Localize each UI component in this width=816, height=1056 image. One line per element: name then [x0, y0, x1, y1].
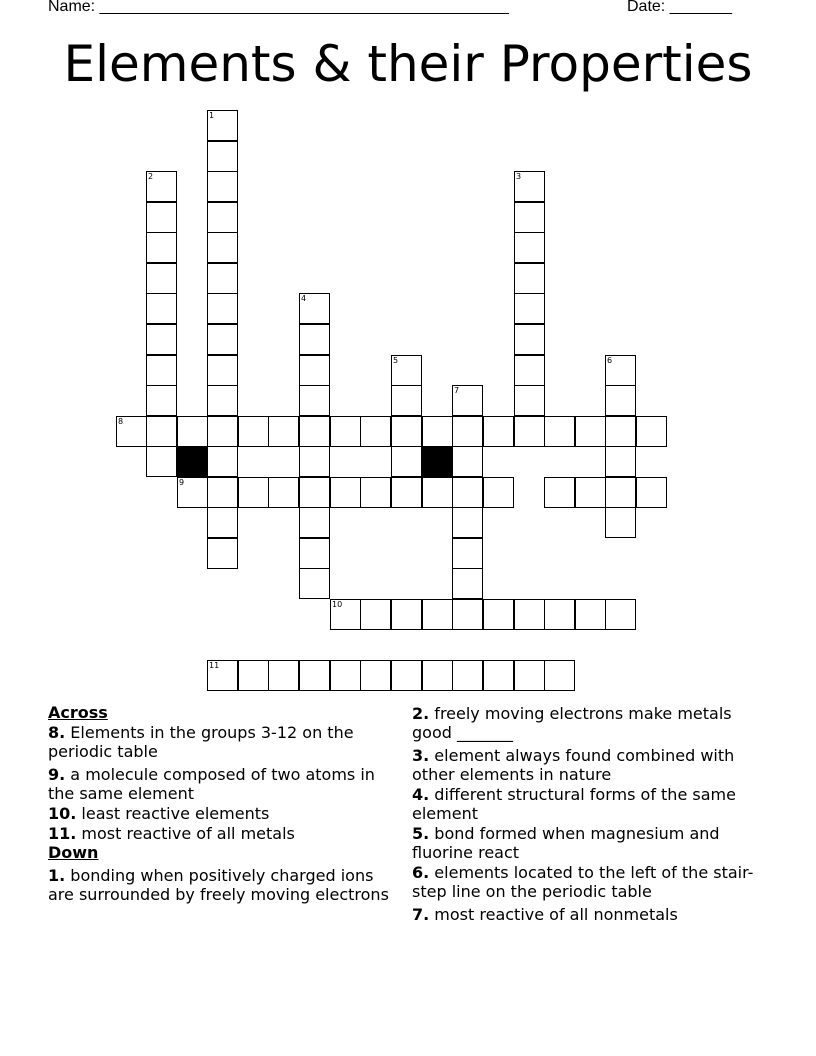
grid-cell[interactable] — [207, 507, 238, 538]
grid-cell[interactable] — [299, 538, 330, 569]
grid-cell[interactable] — [514, 202, 545, 233]
clue-down-6 — [412, 863, 767, 901]
grid-cell[interactable] — [360, 599, 391, 630]
clue-across-11 — [48, 824, 398, 843]
grid-cell-7[interactable] — [452, 385, 483, 416]
grid-cell[interactable] — [207, 293, 238, 324]
grid-cell[interactable] — [422, 599, 453, 630]
grid-cell[interactable] — [360, 416, 391, 447]
clue-number: 3. — [412, 746, 430, 765]
grid-cell[interactable] — [146, 293, 177, 324]
clue-down-4 — [412, 785, 767, 823]
clues-column-left — [48, 703, 398, 904]
clue-across-8 — [48, 723, 398, 761]
grid-cell[interactable] — [299, 660, 330, 691]
grid-cell[interactable] — [605, 446, 636, 477]
grid-cell-2[interactable] — [146, 171, 177, 202]
grid-cell[interactable] — [207, 416, 238, 447]
grid-cell[interactable] — [544, 477, 575, 508]
clue-number-label: 4 — [301, 294, 307, 303]
grid-cell[interactable] — [207, 477, 238, 508]
name-line[interactable]: ______________________________________________ — [99, 0, 509, 15]
clue-text: most reactive of all metals — [76, 824, 295, 843]
grid-cell[interactable] — [514, 416, 545, 447]
clue-number-label: 11 — [209, 661, 220, 670]
across-heading: Across — [48, 703, 108, 722]
black-square — [422, 446, 453, 477]
grid-cell[interactable] — [207, 446, 238, 477]
grid-cell[interactable] — [544, 416, 575, 447]
clue-across-9 — [48, 765, 398, 803]
clue-number: 4. — [412, 785, 430, 804]
grid-cell-8[interactable] — [116, 416, 147, 447]
grid-cell[interactable] — [238, 416, 269, 447]
grid-cell[interactable] — [238, 477, 269, 508]
grid-cell[interactable] — [452, 416, 483, 447]
grid-cell[interactable] — [360, 477, 391, 508]
grid-cell[interactable] — [514, 324, 545, 355]
clue-text: Elements in the groups 3-12 on the periodic table — [48, 723, 354, 761]
grid-cell[interactable] — [146, 232, 177, 263]
grid-cell[interactable] — [207, 263, 238, 294]
page-title: Elements & their Properties — [63, 35, 753, 93]
grid-cell[interactable] — [146, 263, 177, 294]
grid-cell[interactable] — [207, 232, 238, 263]
clue-text: elements located to the left of the stair-step line on the periodic table — [412, 863, 754, 901]
grid-cell[interactable] — [514, 232, 545, 263]
grid-cell[interactable] — [483, 660, 514, 691]
clue-number: 9. — [48, 765, 66, 784]
grid-cell[interactable] — [636, 477, 667, 508]
grid-cell[interactable] — [391, 416, 422, 447]
grid-cell[interactable] — [299, 355, 330, 386]
grid-cell[interactable] — [146, 416, 177, 447]
clue-number: 6. — [412, 863, 430, 882]
grid-cell[interactable] — [452, 507, 483, 538]
grid-cell[interactable] — [268, 416, 299, 447]
clue-number-label: 1 — [209, 111, 215, 120]
clue-number: 1. — [48, 866, 66, 885]
grid-cell-3[interactable] — [514, 171, 545, 202]
clues-column-right — [412, 703, 767, 924]
date-label: Date: — [627, 0, 670, 15]
clue-number-label: 9 — [179, 478, 185, 487]
clue-number-label: 7 — [454, 386, 460, 395]
grid-cell[interactable] — [575, 416, 606, 447]
date-line[interactable]: _______ — [669, 0, 732, 15]
clue-across-10 — [48, 804, 398, 823]
grid-cell[interactable] — [544, 599, 575, 630]
grid-cell-6[interactable] — [605, 355, 636, 386]
grid-cell[interactable] — [452, 599, 483, 630]
grid-cell[interactable] — [514, 355, 545, 386]
grid-cell[interactable] — [299, 416, 330, 447]
grid-cell[interactable] — [483, 599, 514, 630]
clue-text: freely moving electrons make metals good _______ — [412, 704, 732, 742]
grid-cell-11[interactable] — [207, 660, 238, 691]
grid-cell[interactable] — [299, 446, 330, 477]
black-square — [177, 446, 208, 477]
grid-cell[interactable] — [268, 477, 299, 508]
clue-number-label: 10 — [332, 600, 343, 609]
clue-number: 2. — [412, 704, 430, 723]
grid-cell[interactable] — [146, 385, 177, 416]
grid-cell[interactable] — [452, 446, 483, 477]
grid-cell-4[interactable] — [299, 293, 330, 324]
grid-cell[interactable] — [575, 477, 606, 508]
clue-number: 10. — [48, 804, 77, 823]
clue-text: element always found combined with other elements in nature — [412, 746, 735, 784]
clue-text: different structural forms of the same element — [412, 785, 736, 823]
clue-text: most reactive of all nonmetals — [429, 905, 678, 924]
grid-cell[interactable] — [391, 446, 422, 477]
grid-cell[interactable] — [605, 416, 636, 447]
grid-cell[interactable] — [605, 385, 636, 416]
grid-cell[interactable] — [575, 599, 606, 630]
grid-cell-9[interactable] — [177, 477, 208, 508]
grid-cell[interactable] — [299, 477, 330, 508]
clue-text: least reactive elements — [76, 804, 270, 823]
grid-cell[interactable] — [391, 660, 422, 691]
grid-cell[interactable] — [452, 660, 483, 691]
clue-text: bonding when positively charged ions are surrounded by freely moving electrons — [48, 866, 389, 904]
grid-cell[interactable] — [360, 660, 391, 691]
grid-cell[interactable] — [268, 660, 299, 691]
down-heading: Down — [48, 843, 99, 862]
grid-cell[interactable] — [605, 599, 636, 630]
grid-cell[interactable] — [207, 538, 238, 569]
grid-cell[interactable] — [544, 660, 575, 691]
grid-cell[interactable] — [146, 355, 177, 386]
grid-cell[interactable] — [452, 477, 483, 508]
grid-cell[interactable] — [299, 324, 330, 355]
grid-cell[interactable] — [299, 507, 330, 538]
grid-cell[interactable] — [514, 385, 545, 416]
grid-cell[interactable] — [452, 568, 483, 599]
grid-cell[interactable] — [330, 660, 361, 691]
clue-text: a molecule composed of two atoms in the same element — [48, 765, 375, 803]
grid-cell[interactable] — [330, 477, 361, 508]
grid-cell[interactable] — [483, 477, 514, 508]
clue-down-1 — [48, 866, 398, 904]
clue-number: 7. — [412, 905, 430, 924]
grid-cell-5[interactable] — [391, 355, 422, 386]
grid-cell[interactable] — [514, 660, 545, 691]
grid-cell[interactable] — [207, 141, 238, 172]
clue-number: 5. — [412, 824, 430, 843]
grid-cell[interactable] — [452, 538, 483, 569]
clue-number-label: 6 — [607, 356, 613, 365]
grid-cell[interactable] — [483, 416, 514, 447]
grid-cell[interactable] — [391, 385, 422, 416]
name-label: Name: — [48, 0, 100, 15]
clue-number: 11. — [48, 824, 77, 843]
grid-cell[interactable] — [422, 477, 453, 508]
grid-cell[interactable] — [207, 171, 238, 202]
grid-cell[interactable] — [514, 263, 545, 294]
clue-number-label: 8 — [118, 417, 124, 426]
clue-down-7 — [412, 905, 767, 924]
grid-cell-10[interactable] — [330, 599, 361, 630]
clue-text: bond formed when magnesium and fluorine react — [412, 824, 720, 862]
grid-cell[interactable] — [391, 477, 422, 508]
clue-number-label: 3 — [516, 172, 522, 181]
grid-cell[interactable] — [299, 385, 330, 416]
grid-cell[interactable] — [422, 660, 453, 691]
grid-cell[interactable] — [146, 324, 177, 355]
clue-number: 8. — [48, 723, 66, 742]
grid-cell[interactable] — [422, 416, 453, 447]
grid-cell[interactable] — [391, 599, 422, 630]
grid-cell[interactable] — [207, 355, 238, 386]
clue-number-label: 2 — [148, 172, 154, 181]
grid-cell[interactable] — [146, 446, 177, 477]
grid-cell[interactable] — [330, 416, 361, 447]
grid-cell[interactable] — [636, 416, 667, 447]
clue-down-5 — [412, 824, 767, 862]
clue-number-label: 5 — [393, 356, 399, 365]
grid-cell[interactable] — [177, 416, 208, 447]
grid-cell[interactable] — [605, 507, 636, 538]
grid-cell[interactable] — [207, 385, 238, 416]
grid-cell[interactable] — [146, 202, 177, 233]
grid-cell[interactable] — [514, 599, 545, 630]
clue-down-2 — [412, 704, 767, 742]
grid-cell[interactable] — [238, 660, 269, 691]
grid-cell[interactable] — [207, 324, 238, 355]
grid-cell[interactable] — [605, 477, 636, 508]
clue-down-3 — [412, 746, 767, 784]
grid-cell[interactable] — [514, 293, 545, 324]
grid-cell-1[interactable] — [207, 110, 238, 141]
grid-cell[interactable] — [207, 202, 238, 233]
grid-cell[interactable] — [299, 568, 330, 599]
